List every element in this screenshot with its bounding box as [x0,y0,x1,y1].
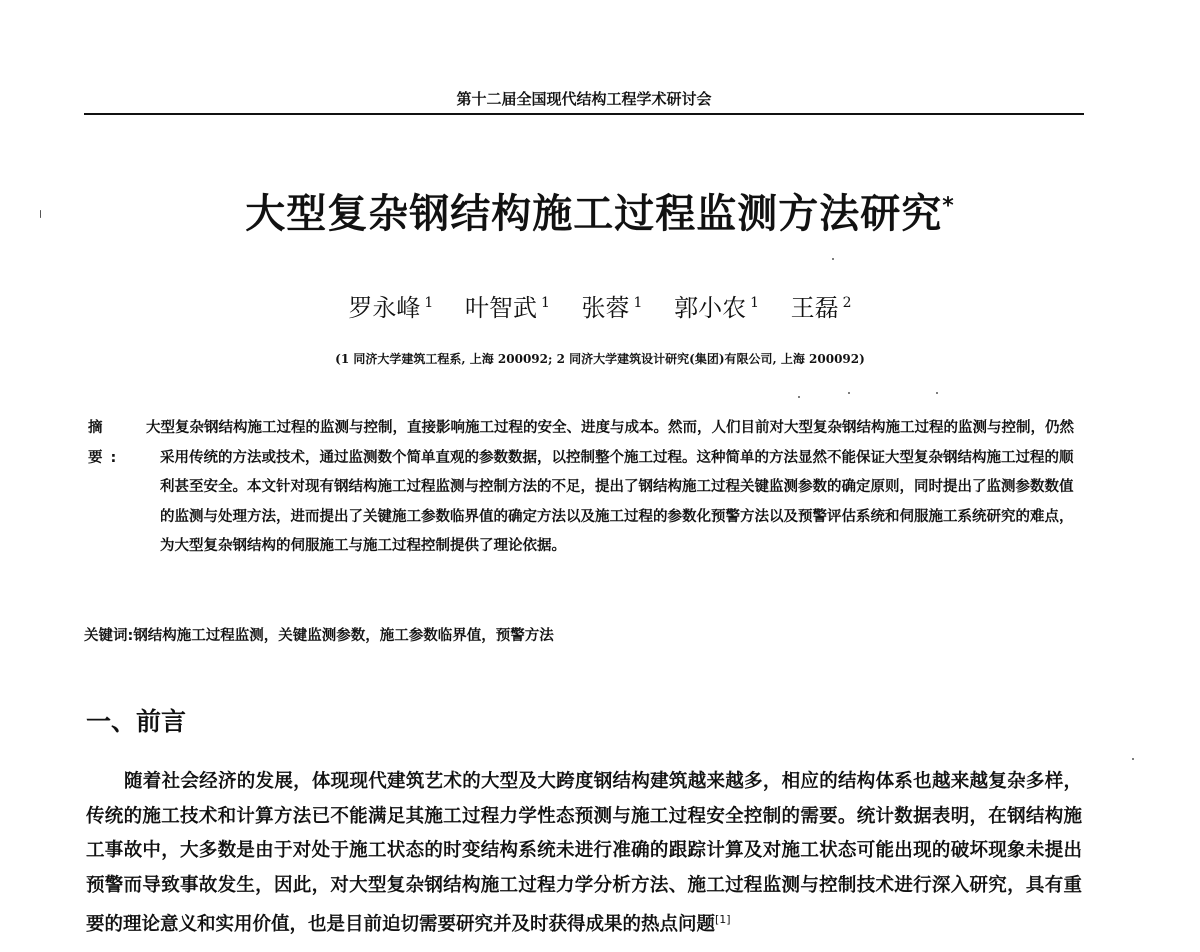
author [582,294,643,322]
citation-mark: [1] [715,913,731,926]
author-name: 张蓉 [581,294,630,322]
header-rule [84,113,1084,115]
author [674,294,759,322]
author [348,294,433,322]
author-name: 罗永峰 [348,294,421,322]
keywords [84,624,1084,645]
abstract [88,414,1084,562]
author-affiliation-mark: 2 [842,295,852,311]
scan-speck [798,396,800,398]
author-affiliation-mark: 1 [540,295,550,311]
scan-speck [832,258,834,260]
title-footnote-mark: * [942,193,955,219]
affiliation: (1 同济大学建筑工程系, 上海 200092; 2 同济大学建筑设计研究(集团)有限公司, 上海 200092) [335,352,865,366]
body-paragraph [86,765,1082,943]
author-affiliation-mark: 1 [633,295,643,311]
author-list [0,288,1200,323]
author-name: 郭小农 [674,294,747,322]
abstract-label: 摘 要: [88,420,125,466]
keywords-text: 钢结构施工过程监测，关键监测参数，施工参数临界值，预警方法 [133,628,554,644]
author-name: 王磊 [790,294,839,322]
section-heading: 一、前言 [86,707,187,736]
scan-speck [1132,758,1134,760]
scan-speck [936,392,938,394]
running-header: 第十二届全国现代结构工程学术研讨会 [456,90,712,108]
author-name: 叶智武 [464,294,537,322]
author-affiliation-mark: 1 [750,295,760,311]
author-affiliation-mark: 1 [424,295,434,311]
keywords-label: 关键词: [84,628,134,644]
scan-speck [40,210,41,218]
scan-speck [848,392,850,394]
author [791,294,852,322]
body-paragraph-text: 随着社会经济的发展，体现现代建筑艺术的大型及大跨度钢结构建筑越来越多，相应的结构体系也越来越复杂多样，传统的施工技术和计算方法已不能满足其施工过程力学性态预测与施工过程安全控制的需要。统计数据表明，在钢结构施工事故中，大多数是由于对处于施工状态的时变结构系统未进行准确的跟踪计算及对施工状态可能出现的破坏现象未提出预警而导致事故发生，因此，对大型复杂钢结构施工过程力学分析方法、施工过程监测与控制技术进行深入研究，具有重要的理论意义和实用价值，也是目前迫切需要研究并及时获得成果的热点问题 [86,771,1082,936]
paper-title-text: 大型复杂钢结构施工过程监测方法研究 [245,191,943,237]
paper-title [0,182,1200,239]
abstract-text: 大型复杂钢结构施工过程的监测与控制，直接影响施工过程的安全、进度与成本。然而，人们目前对大型复杂钢结构施工过程的监测与控制，仍然采用传统的方法或技术，通过监测数个简单直观的参数数据，以控制整个施工过程。这种简单的方法显然不能保证大型复杂钢结构施工过程的顺利甚至安全。本文针对现有钢结构施工过程监测与控制方法的不足，提出了钢结构施工过程关键监测参数的确定原则，同时提出了监测参数数值的监测与处理方法，进而提出了关键施工参数临界值的确定方法以及施工过程的参数化预警方法以及预警评估系统和伺服施工系统研究的难点，为大型复杂钢结构的伺服施工与施工过程控制提供了理论依据。 [146,420,1074,554]
author [465,294,550,322]
